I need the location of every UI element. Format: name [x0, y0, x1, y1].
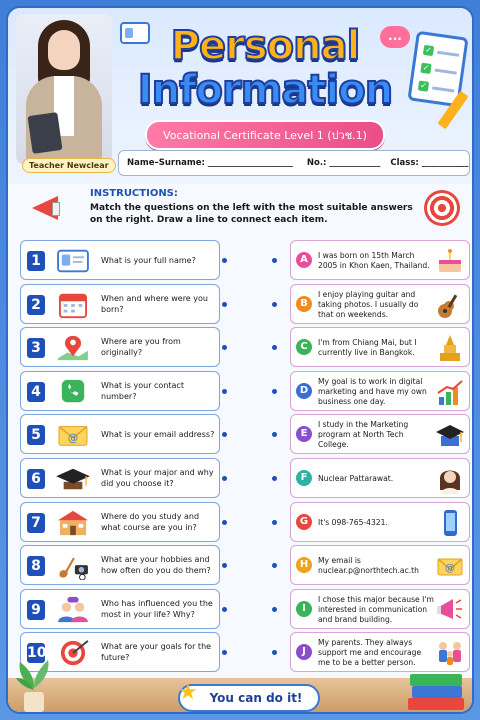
- answer-connector-dot[interactable]: [272, 389, 277, 394]
- answer-letter: G: [296, 514, 312, 530]
- answer-item: [290, 327, 470, 367]
- temple-icon: [435, 333, 465, 363]
- answer-letter: F: [296, 470, 312, 486]
- question-number: 5: [27, 425, 45, 445]
- question-text: What are your hobbies and how often do you do them?: [101, 555, 211, 575]
- answer-letter: H: [296, 557, 312, 573]
- people-icon: [53, 596, 93, 624]
- answer-letter: E: [296, 426, 312, 442]
- email-icon: [435, 551, 465, 581]
- answer-text: My goal is to work in digital marketing and have my own business one day.: [318, 377, 427, 406]
- graduation-cap-icon: [435, 420, 465, 450]
- question-number: 4: [27, 382, 45, 402]
- cake-icon: [435, 246, 465, 276]
- match-row: [8, 632, 472, 672]
- question-connector-dot[interactable]: [222, 520, 227, 525]
- match-row: [8, 371, 472, 411]
- answer-letter: A: [296, 252, 312, 268]
- question-number: 1: [27, 251, 45, 271]
- question-item: [20, 371, 220, 411]
- growth-chart-icon: [435, 377, 465, 407]
- class-field[interactable]: Class: ___________: [390, 158, 469, 168]
- match-row: [8, 414, 472, 454]
- target-icon: [53, 639, 93, 667]
- answer-letter: C: [296, 339, 312, 355]
- question-item: [20, 458, 220, 498]
- answer-connector-dot[interactable]: [272, 476, 277, 481]
- question-text: What is your major and why did you choose it?: [101, 468, 214, 488]
- phone-icon: [53, 378, 93, 406]
- question-number: 2: [27, 295, 45, 315]
- answer-text: Nuclear Pattarawat.: [318, 474, 394, 484]
- match-row: [8, 284, 472, 324]
- question-text: What are your goals for the future?: [101, 642, 212, 662]
- target-icon: [424, 190, 460, 226]
- answer-item: [290, 632, 470, 672]
- id-card-icon: [53, 247, 93, 275]
- portrait-icon: [435, 464, 465, 494]
- question-number: 3: [27, 338, 45, 358]
- question-number: 7: [27, 513, 45, 533]
- teacher-portrait: [16, 14, 112, 164]
- answer-item: [290, 414, 470, 454]
- encouragement-badge: You can do it!: [178, 684, 320, 712]
- question-connector-dot[interactable]: [222, 302, 227, 307]
- question-text: When and where were you born?: [101, 294, 208, 314]
- answer-connector-dot[interactable]: [272, 302, 277, 307]
- question-connector-dot[interactable]: [222, 345, 227, 350]
- question-item: [20, 327, 220, 367]
- star-icon: ★: [178, 680, 198, 705]
- books-icon: [404, 668, 466, 714]
- question-connector-dot[interactable]: [222, 650, 227, 655]
- megaphone-icon: [435, 595, 465, 625]
- answer-item: [290, 371, 470, 411]
- answer-text: It's 098-765-4321.: [318, 518, 388, 528]
- question-number: 6: [27, 469, 45, 489]
- answer-connector-dot[interactable]: [272, 432, 277, 437]
- question-number: 10: [27, 645, 47, 661]
- svg-text:@: @: [445, 563, 455, 574]
- question-item: [20, 545, 220, 585]
- family-icon: [435, 638, 465, 668]
- answer-letter: D: [296, 383, 312, 399]
- match-row: [8, 240, 472, 280]
- answer-item: [290, 284, 470, 324]
- answer-connector-dot[interactable]: [272, 345, 277, 350]
- match-row: [8, 502, 472, 542]
- question-connector-dot[interactable]: [222, 258, 227, 263]
- question-connector-dot[interactable]: [222, 563, 227, 568]
- answer-item: [290, 458, 470, 498]
- question-item: [20, 414, 220, 454]
- question-text: Where do you study and what course are you in?: [101, 512, 200, 532]
- answer-connector-dot[interactable]: [272, 563, 277, 568]
- question-text: What is your email address?: [101, 429, 215, 439]
- page-subtitle: Vocational Certificate Level 1 (ปวช.1): [145, 120, 385, 150]
- answer-connector-dot[interactable]: [272, 520, 277, 525]
- question-connector-dot[interactable]: [222, 476, 227, 481]
- match-row: [8, 545, 472, 585]
- instructions-title: INSTRUCTIONS:: [90, 188, 178, 199]
- answer-connector-dot[interactable]: [272, 650, 277, 655]
- school-icon: [53, 509, 93, 537]
- checklist-icon: ✓ ✓ ✓: [407, 31, 468, 108]
- question-item: [20, 284, 220, 324]
- question-connector-dot[interactable]: [222, 389, 227, 394]
- answer-text: My parents. They always support me and encourage me to be a better person.: [318, 638, 422, 667]
- answer-letter: B: [296, 296, 312, 312]
- smartphone-icon: [435, 508, 465, 538]
- answer-text: I'm from Chiang Mai, but I currently live in Bangkok.: [318, 338, 417, 357]
- answer-item: [290, 240, 470, 280]
- plant-icon: [14, 658, 54, 714]
- question-item: [20, 240, 220, 280]
- answer-text: I was born on 15th March 2005 in Khon Kaen, Thailand.: [318, 251, 430, 270]
- instructions: [18, 184, 466, 236]
- student-info-fields[interactable]: [118, 150, 470, 176]
- answer-text: My email is nuclear.p@northtech.ac.th: [318, 556, 419, 575]
- answer-connector-dot[interactable]: [272, 258, 277, 263]
- answer-item: [290, 589, 470, 629]
- page-title-line1: Personal: [170, 23, 360, 69]
- guitar-icon: [435, 290, 465, 320]
- answer-text: I chose this major because I'm interested in communication and brand building.: [318, 595, 434, 624]
- header: [8, 8, 472, 184]
- svg-text:@: @: [67, 432, 79, 445]
- instructions-text: Match the questions on the left with the most suitable answers on the right. Draw a line to connect each item.: [90, 203, 413, 226]
- map-pin-icon: [53, 334, 93, 362]
- answer-text: I study in the Marketing program at North Tech College.: [318, 420, 409, 449]
- answer-letter: J: [296, 644, 312, 660]
- question-connector-dot[interactable]: [222, 432, 227, 437]
- match-row: [8, 458, 472, 498]
- teacher-tag: Teacher Newclear: [22, 158, 116, 173]
- title-block: [120, 18, 410, 150]
- chat-bubble-icon: ...: [380, 26, 410, 48]
- question-text: Who has influenced you the most in your life? Why?: [101, 599, 213, 619]
- question-number: 8: [27, 556, 45, 576]
- question-text: What is your contact number?: [101, 381, 184, 401]
- calendar-icon: [53, 291, 93, 319]
- hobbies-icon: [53, 552, 93, 580]
- question-text: Where are you from originally?: [101, 337, 181, 357]
- question-item: [20, 589, 220, 629]
- question-text: What is your full name?: [101, 255, 196, 265]
- question-connector-dot[interactable]: [222, 607, 227, 612]
- answer-connector-dot[interactable]: [272, 607, 277, 612]
- answer-item: [290, 502, 470, 542]
- match-row: [8, 589, 472, 629]
- name-field[interactable]: Name–Surname: ____________________: [127, 158, 293, 168]
- question-item: [20, 502, 220, 542]
- worksheet-page: [6, 6, 474, 714]
- answer-item: [290, 545, 470, 585]
- graduation-cap-icon: [53, 465, 93, 493]
- number-field[interactable]: No.: ____________: [306, 158, 381, 168]
- match-row: [8, 327, 472, 367]
- question-number: 9: [27, 600, 45, 620]
- megaphone-icon: [22, 194, 62, 224]
- page-title-line2: Information: [137, 67, 393, 113]
- answer-letter: I: [296, 601, 312, 617]
- answer-text: I enjoy playing guitar and taking photos. I usually do that on weekends.: [318, 290, 419, 319]
- email-icon: [53, 421, 93, 449]
